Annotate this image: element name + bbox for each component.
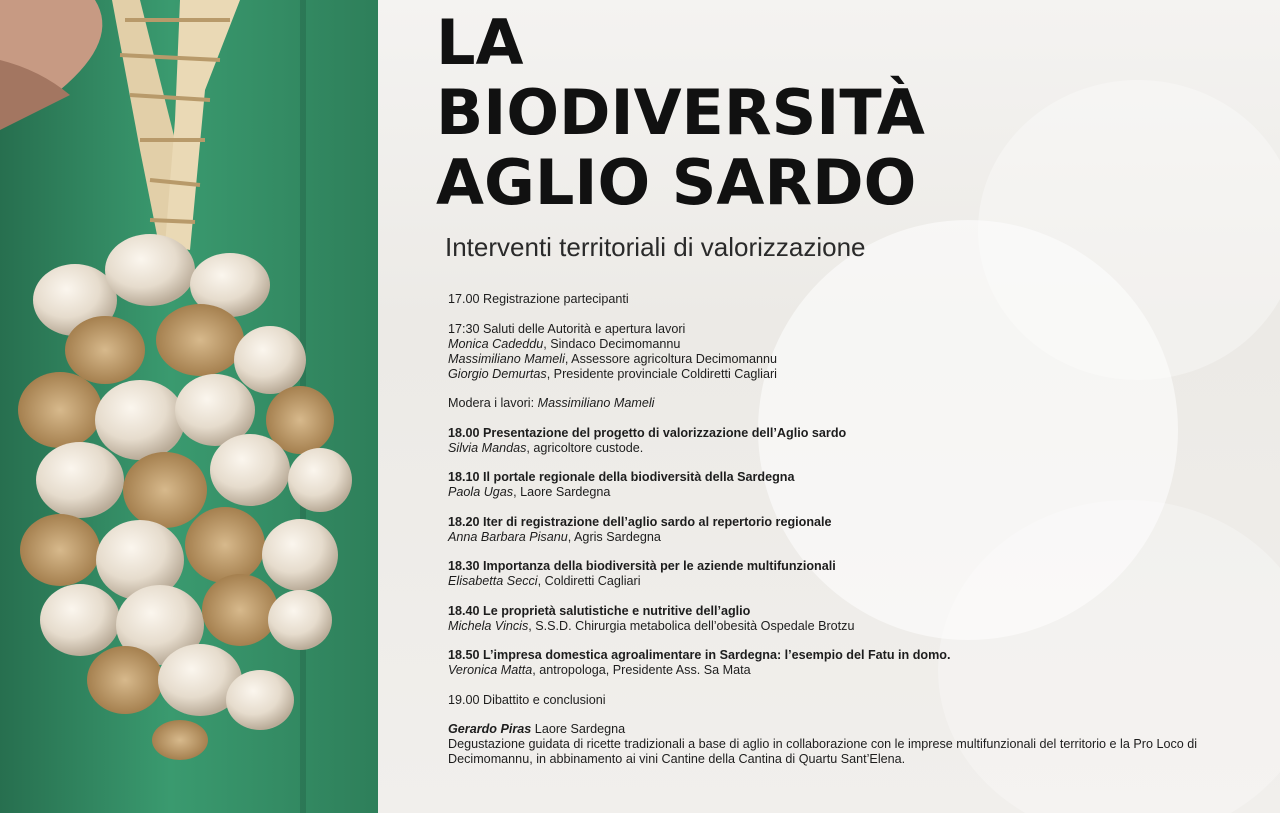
time: 17:30 [448,321,480,336]
speaker-name: Elisabetta Secci [448,574,538,588]
program-item-talk [448,515,1238,545]
program-schedule [448,292,1238,782]
program-item-talk [448,559,1238,589]
time: 17.00 [448,292,480,306]
program-item-greetings [448,322,1238,382]
event-title [436,8,925,218]
program-item-tasting [448,722,1238,767]
program-item-talk [448,648,1238,678]
speaker-role: Laore Sardegna [531,722,626,736]
speaker-name: Anna Barbara Pisanu [448,529,568,544]
item-text: Dibattito e conclusioni [483,692,606,707]
speaker-role: , Presidente provinciale Coldiretti Cagliari [546,366,777,381]
talk-title: Iter di registrazione dell’aglio sardo al repertorio regionale [483,514,832,529]
speaker-name: Paola Ugas [448,485,514,499]
speaker-role: , Coldiretti Cagliari [537,574,641,588]
speaker-role: , Agris Sardegna [567,529,661,544]
time: 18.10 [448,470,480,484]
program-item-talk [448,426,1238,456]
program-item-moderator [448,396,1238,411]
speaker-name: Gerardo Piras [448,722,532,736]
garlic-braid-photo [0,0,378,813]
talk-title: Il portale regionale della biodiversità della Sardegna [483,470,795,484]
time: 18.50 [448,648,480,662]
speaker-name: Giorgio Demurtas [448,366,547,381]
time: 18.30 [448,559,480,573]
speaker-name: Monica Cadeddu [448,336,544,351]
time: 18.40 [448,603,480,618]
time: 18.20 [448,514,480,529]
speaker-name: Veronica Matta [448,663,533,677]
item-text: Registrazione partecipanti [483,292,629,306]
speaker-name: Massimiliano Mameli [448,351,565,366]
program-item-talk [448,470,1238,500]
moderator-label: Modera i lavori: [448,396,538,410]
event-subtitle: Interventi territoriali di valorizzazione [445,232,866,262]
time: 19.00 [448,692,480,707]
title-line: BIODIVERSITÀ [436,76,925,149]
title-line: AGLIO SARDO [436,146,917,219]
speaker-role: , agricoltore custode. [526,440,644,455]
talk-title: Presentazione del progetto di valorizzazione dell’Aglio sardo [483,425,847,440]
time: 18.00 [448,425,480,440]
talk-title: L’impresa domestica agroalimentare in Sardegna: l’esempio del Fatu in domo. [483,648,951,662]
speaker-name: Michela Vincis [448,618,529,633]
program-item-registration [448,292,1238,307]
item-text: Saluti delle Autorità e apertura lavori [483,321,686,336]
speaker-role: , Sindaco Decimomannu [543,336,681,351]
title-line: LA [436,6,524,79]
program-item-talk [448,604,1238,634]
tasting-description: Degustazione guidata di ricette tradizionali a base di aglio in collaborazione con le imprese multifunzionali del territorio e la Pro Loco di Decimomannu, in abbinamento ai vini Cantine della Cantina di Quartu Sant’Elena. [448,737,1198,766]
talk-title: Le proprietà salutistiche e nutritive dell’aglio [483,603,751,618]
speaker-role: , S.S.D. Chirurgia metabolica dell’obesità Ospedale Brotzu [528,618,855,633]
moderator-name: Massimiliano Mameli [537,396,655,410]
speaker-role: , Assessore agricoltura Decimomannu [564,351,777,366]
speaker-name: Silvia Mandas [448,440,527,455]
speaker-role: , Laore Sardegna [513,485,611,499]
talk-title: Importanza della biodiversità per le aziende multifunzionali [483,559,836,573]
speaker-role: , antropologa, Presidente Ass. Sa Mata [532,663,751,677]
program-item-closing [448,693,1238,708]
